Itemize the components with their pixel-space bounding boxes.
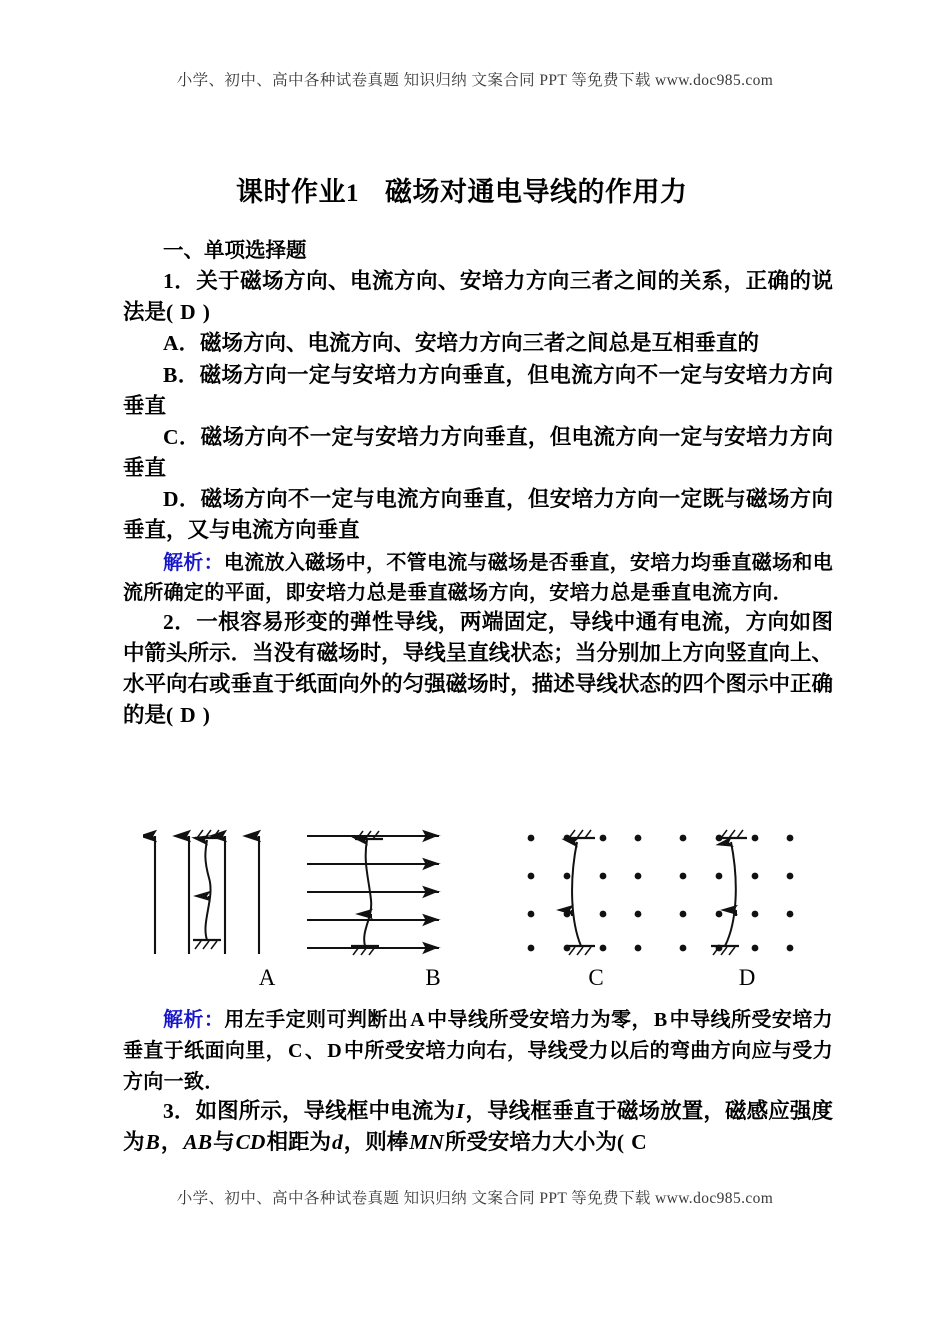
- q3-p0: 3．如图所示，导线框中电流为: [163, 1099, 455, 1123]
- q3-p10: ，则棒: [343, 1130, 409, 1155]
- q3-var-i: I: [456, 1099, 465, 1123]
- section-heading-1: 一、单项选择题: [163, 238, 307, 262]
- panel-d-support-bottom: [711, 946, 739, 955]
- option-c-text: 磁场方向不一定与安培力方向垂直，但电流方向一定与安培力方向垂直: [123, 424, 833, 481]
- panel-d-drawing: [671, 822, 806, 962]
- question-1-stem: [123, 266, 833, 328]
- analysis-text: 电流放入磁场中，不管电流与磁场是否垂直，安培力均垂直磁场和电流所确定的平面，即安培力总是垂直磁场方向，安培力总是垂直电流方向．: [123, 549, 834, 604]
- analysis-2-p2: 中导线所受安培力为零，: [426, 1007, 652, 1031]
- option-a-text: 磁场方向、电流方向、安培力方向三者之间总是互相垂直的: [200, 331, 760, 356]
- q3-p4: ，: [160, 1130, 183, 1155]
- panel-b-drawing: [303, 822, 448, 962]
- q3-var-cd: CD: [235, 1130, 266, 1155]
- q3-p8: 相距为: [266, 1130, 331, 1155]
- footer-watermark: 小学、初中、高中各种试卷真题 知识归纳 文案合同 PPT 等免费下载 www.doc985.com: [176, 1190, 774, 1207]
- panel-a-drawing: [143, 822, 273, 962]
- question-1-option-a: [123, 328, 833, 359]
- analysis-2-p0: 用左手定则可判断出: [224, 1007, 409, 1031]
- option-b-text: 磁场方向一定与安培力方向垂直，但电流方向不一定与安培力方向垂直: [123, 362, 833, 418]
- figure-panel-a: [143, 822, 273, 967]
- figure-panel-c: [519, 822, 654, 967]
- panel-c-support-top: [567, 830, 595, 838]
- figure-label-a: A: [258, 965, 276, 990]
- figure-label-d: D: [738, 965, 756, 990]
- option-c-tag: C．: [163, 424, 201, 449]
- document-body: [123, 236, 833, 731]
- q3-var-b: B: [145, 1130, 160, 1155]
- q3-var-d: d: [331, 1130, 343, 1155]
- option-a-tag: A．: [163, 331, 201, 356]
- figure-panel-d: [671, 822, 806, 967]
- header-watermark: 小学、初中、高中各种试卷真题 知识归纳 文案合同 PPT 等免费下载 www.doc985.com: [176, 72, 774, 89]
- q3-var-ab: AB: [183, 1130, 213, 1155]
- analysis-2-ref-a: A: [410, 1009, 425, 1031]
- option-d-text: 磁场方向不一定与电流方向垂直，但安培力方向一定既与磁场方向垂直，又与电流方向垂直: [123, 487, 833, 543]
- question-2-stem-text: 2．一根容易形变的弹性导线，两端固定，导线中通有电流，方向如图中箭头所示．当没有磁场时，导线呈直线状态；当分别加上方向竖直向上、水平向右或垂直于纸面向外的匀强磁场时，描述导线状态的四个图示中正确的是(: [123, 609, 833, 728]
- panel-c-field-dots: [528, 835, 642, 952]
- question-3-answer: C: [631, 1130, 647, 1155]
- analysis-2-ref-c: C: [288, 1040, 303, 1062]
- document-body-continued: [123, 1004, 833, 1158]
- analysis-label: 解析：: [163, 549, 224, 574]
- analysis-2-p6: 、: [304, 1038, 326, 1062]
- panel-d-support-top: [719, 830, 747, 838]
- question-1-option-c: [123, 422, 833, 484]
- analysis-label-2: 解析：: [163, 1007, 225, 1031]
- analysis-2-ref-b: B: [653, 1009, 668, 1031]
- question-2-stem: [123, 607, 833, 732]
- q3-p6: 与: [213, 1130, 235, 1155]
- question-1-answer: D: [180, 300, 196, 325]
- question-1-option-b: [123, 360, 833, 422]
- question-3-stem: [123, 1096, 833, 1158]
- question-1-stem-close: ): [202, 300, 210, 325]
- panel-c-drawing: [519, 822, 654, 962]
- title-prefix: 课时作业: [236, 177, 346, 208]
- q3-p12: 所受安培力大小为(: [444, 1130, 625, 1155]
- analysis-2-p4: 中导线所受安培力垂直于纸面向里，: [123, 1007, 833, 1062]
- question-2-stem-close: ): [202, 703, 210, 728]
- panel-a-support-top: [195, 830, 223, 838]
- title-main: 磁场对通电导线的作用力: [385, 177, 688, 208]
- question-1-stem-text: 1．关于磁场方向、电流方向、安培力方向三者之间的关系，正确的说法是(: [123, 269, 833, 325]
- analysis-2-p8: 中所受安培力向右，导线受力以后的弯曲方向应与受力方向一致．: [123, 1038, 833, 1093]
- figure-panel-b: [303, 822, 448, 967]
- panel-c-support-bottom: [567, 946, 595, 955]
- question-2-figure: [123, 822, 833, 998]
- figure-label-b: B: [425, 965, 441, 990]
- title-number: 1: [346, 180, 359, 207]
- question-2-analysis: [123, 1004, 833, 1096]
- question-1-analysis: [123, 547, 833, 607]
- figure-label-c: C: [588, 965, 604, 990]
- question-2-answer: D: [180, 703, 196, 728]
- panel-a-support-bottom: [193, 940, 221, 949]
- q3-p2: ，导线框垂直于磁场放置，磁感应强度为: [123, 1099, 833, 1155]
- option-d-tag: D．: [163, 487, 201, 512]
- page-title: [236, 170, 688, 209]
- option-b-tag: B．: [163, 362, 200, 387]
- question-1-option-d: [123, 484, 833, 546]
- analysis-2-ref-d: D: [327, 1040, 342, 1062]
- q3-var-mn: MN: [409, 1130, 444, 1155]
